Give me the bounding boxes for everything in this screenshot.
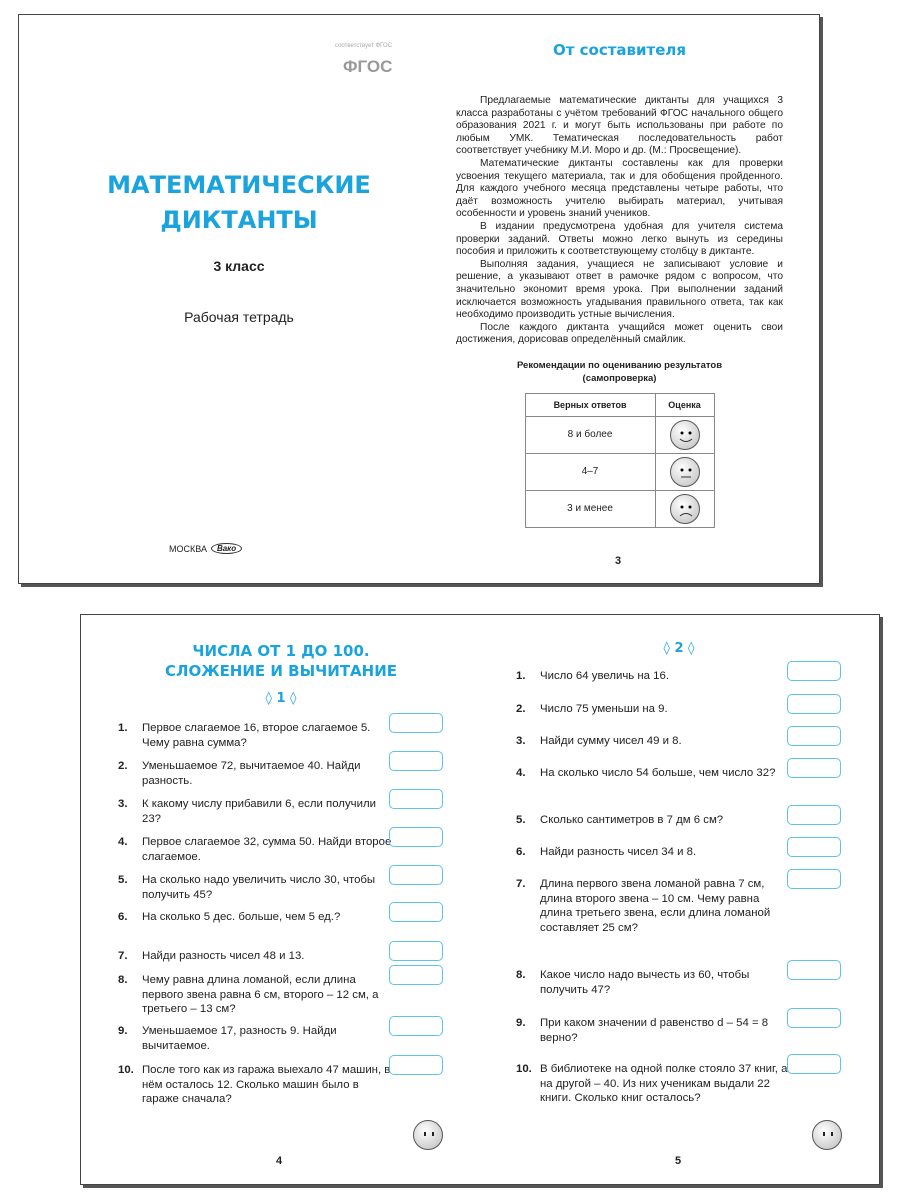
preface-column bbox=[456, 41, 783, 528]
answers-cell: 3 и менее bbox=[525, 490, 655, 527]
question-text: Число 64 увеличь на 16. bbox=[540, 670, 670, 682]
question-text: Число 75 уменьши на 9. bbox=[540, 703, 668, 715]
table-caption: Рекомендации по оцениванию результатов bbox=[516, 359, 723, 371]
cover-title-1: МАТЕМАТИЧЕСКИЕ bbox=[107, 171, 371, 199]
answer-box[interactable] bbox=[787, 661, 841, 681]
answers-cell: 8 и более bbox=[525, 416, 655, 453]
blank-smiley-icon[interactable] bbox=[812, 1120, 842, 1150]
paragraph: В издании предусмотрена удобная для учителя система проверки заданий. Ответы можно легко вынуть из середины пособия и приложить к соответствующему столбцу в диктанте. bbox=[456, 220, 783, 258]
question-item bbox=[118, 797, 398, 826]
question-text: Сколько сантиметров в 7 дм 6 см? bbox=[540, 814, 724, 826]
question-number: 10. bbox=[118, 1064, 134, 1076]
section-title-2: СЛОЖЕНИЕ И ВЫЧИТАНИЕ bbox=[164, 662, 398, 680]
table-row bbox=[525, 416, 714, 453]
col-header: Оценка bbox=[655, 393, 714, 416]
neutral-smiley-icon bbox=[670, 457, 700, 487]
fgos-logo: соответствует ФГОС ФГОС bbox=[335, 43, 393, 76]
preface-heading: От составителя bbox=[552, 41, 687, 59]
question-item bbox=[118, 835, 398, 864]
question-text: На сколько 5 дес. больше, чем 5 ед.? bbox=[142, 911, 341, 923]
paragraph: Математические диктанты составлены как для проверки усвоения текущего материала, так и для обобщения пройденного. Для каждого учебного месяца представлены четыре работы, что даёт возможность учителю выбирать материал, учитывая особенности и уровень знаний учеников. bbox=[456, 157, 783, 220]
question-item bbox=[516, 766, 796, 781]
question-number: 4. bbox=[118, 836, 128, 848]
question-number: 10. bbox=[516, 1063, 532, 1075]
publisher-logo: Вако bbox=[211, 543, 242, 554]
question-item bbox=[516, 702, 796, 717]
table-row bbox=[525, 453, 714, 490]
question-text: Найди сумму чисел 49 и 8. bbox=[540, 735, 682, 747]
answer-box[interactable] bbox=[389, 902, 443, 922]
question-text: Найди разность чисел 48 и 13. bbox=[142, 950, 305, 962]
question-number: 6. bbox=[118, 911, 128, 923]
question-number: 1. bbox=[516, 670, 526, 682]
section-title-1: ЧИСЛА ОТ 1 ДО 100. bbox=[192, 642, 370, 660]
answer-box[interactable] bbox=[389, 827, 443, 847]
question-text: Найди разность чисел 34 и 8. bbox=[540, 846, 697, 858]
answer-box[interactable] bbox=[787, 1054, 841, 1074]
answer-box[interactable] bbox=[389, 1016, 443, 1036]
question-text: После того как из гаража выехало 47 машин, в нём осталось 12. Сколько машин было в гараже сначала? bbox=[142, 1064, 391, 1105]
question-number: 9. bbox=[118, 1025, 128, 1037]
question-text: Первое слагаемое 32, сумма 50. Найди второе слагаемое. bbox=[142, 836, 392, 863]
answers-cell: 4–7 bbox=[525, 453, 655, 490]
question-number: 5. bbox=[516, 814, 526, 826]
answer-box[interactable] bbox=[787, 726, 841, 746]
question-text: Первое слагаемое 16, второе слагаемое 5. Чему равна сумма? bbox=[142, 722, 371, 749]
question-item bbox=[516, 845, 796, 860]
answer-box[interactable] bbox=[389, 941, 443, 961]
cover-spread bbox=[18, 14, 820, 584]
question-text: Уменьшаемое 72, вычитаемое 40. Найди разность. bbox=[142, 760, 361, 787]
col-header: Верных ответов bbox=[525, 393, 655, 416]
sad-smiley-icon bbox=[670, 494, 700, 524]
blank-smiley-icon[interactable] bbox=[413, 1120, 443, 1150]
answer-box[interactable] bbox=[787, 758, 841, 778]
question-item bbox=[516, 1016, 796, 1045]
question-text: На сколько надо увеличить число 30, чтобы получить 45? bbox=[142, 874, 376, 901]
answer-box[interactable] bbox=[389, 713, 443, 733]
table-row bbox=[525, 490, 714, 527]
question-item bbox=[118, 1024, 398, 1053]
question-number: 3. bbox=[516, 735, 526, 747]
page-number: 4 bbox=[276, 1155, 283, 1167]
answer-box[interactable] bbox=[787, 960, 841, 980]
paragraph: После каждого диктанта учащийся может оценить свои достижения, дорисовав определённый смайлик. bbox=[456, 321, 783, 346]
dictation-number: ◊ 2 ◊ bbox=[663, 641, 695, 656]
question-number: 2. bbox=[516, 703, 526, 715]
question-item bbox=[118, 721, 398, 750]
page-number: 5 bbox=[675, 1155, 682, 1167]
question-text: На сколько число 54 больше, чем число 32? bbox=[540, 767, 776, 779]
answer-box[interactable] bbox=[787, 869, 841, 889]
question-number: 1. bbox=[118, 722, 128, 734]
question-number: 8. bbox=[516, 969, 526, 981]
paragraph: Предлагаемые математические диктанты для учащихся 3 класса разработаны с учётом требований ФГОС начального общего образования 2021 г. и могут быть использованы при работе по любым УМК. Тематическая последовательность работ соответствует учебнику М.И. Моро и др. (М.: Просвещение). bbox=[456, 95, 783, 157]
question-item bbox=[516, 734, 796, 749]
question-number: 8. bbox=[118, 974, 128, 986]
question-item bbox=[118, 949, 398, 964]
question-item bbox=[118, 1063, 398, 1107]
question-number: 5. bbox=[118, 874, 128, 886]
question-number: 7. bbox=[118, 950, 128, 962]
grade: 3 класс bbox=[213, 258, 265, 274]
city: МОСКВА bbox=[169, 543, 207, 554]
happy-smiley-icon bbox=[670, 420, 700, 450]
table-caption-sub: (самопроверка) bbox=[582, 372, 657, 384]
answer-box[interactable] bbox=[787, 1008, 841, 1028]
cover-title-2: ДИКТАНТЫ bbox=[160, 206, 318, 234]
preface-text bbox=[456, 95, 783, 347]
answer-box[interactable] bbox=[389, 965, 443, 985]
question-number: 6. bbox=[516, 846, 526, 858]
question-text: Чему равна длина ломаной, если длина первого звена равна 6 см, второго – 12 см, а третьего – 13 см? bbox=[142, 974, 379, 1015]
question-item bbox=[516, 877, 796, 935]
question-number: 7. bbox=[516, 878, 526, 890]
question-number: 2. bbox=[118, 760, 128, 772]
dictation-number: ◊ 1 ◊ bbox=[265, 691, 297, 706]
answer-box[interactable] bbox=[389, 751, 443, 771]
question-text: В библиотеке на одной полке стояло 37 книг, а на другой – 40. Из них ученикам выдали 22 книги. Сколько книг осталось? bbox=[540, 1063, 788, 1104]
question-text: Длина первого звена ломаной равна 7 см, длина второго звена – 10 см. Чему равна длина третьего звена, если длина ломаной составляет 25 см? bbox=[540, 878, 771, 934]
question-item bbox=[516, 813, 796, 828]
question-number: 4. bbox=[516, 767, 526, 779]
page-number: 3 bbox=[615, 555, 622, 567]
question-text: Уменьшаемое 17, разность 9. Найди вычитаемое. bbox=[142, 1025, 337, 1052]
evaluation-table bbox=[525, 393, 715, 528]
question-item bbox=[118, 873, 398, 902]
question-text: При каком значении d равенство d – 54 = 8 верно? bbox=[540, 1017, 769, 1044]
question-number: 3. bbox=[118, 798, 128, 810]
answer-box[interactable] bbox=[787, 805, 841, 825]
question-item bbox=[516, 968, 796, 997]
question-item bbox=[516, 1062, 796, 1106]
paragraph: Выполняя задания, учащиеся не записывают условие и решение, а указывают ответ в рамочке рядом с вопросом, что значительно экономит время урока. При выполнении заданий исключается возможность угадывания правильного ответа, так как необходимо производить устные вычисления. bbox=[456, 258, 783, 321]
question-text: К какому числу прибавили 6, если получили 23? bbox=[142, 798, 376, 825]
worksheet-spread bbox=[80, 614, 880, 1185]
question-item bbox=[118, 759, 398, 788]
question-text: Какое число надо вычесть из 60, чтобы получить 47? bbox=[540, 969, 750, 996]
answer-box[interactable] bbox=[787, 837, 841, 857]
question-item bbox=[118, 910, 398, 925]
answer-box[interactable] bbox=[787, 694, 841, 714]
question-number: 9. bbox=[516, 1017, 526, 1029]
question-item bbox=[516, 669, 796, 684]
question-item bbox=[118, 973, 398, 1017]
answer-box[interactable] bbox=[389, 865, 443, 885]
answer-box[interactable] bbox=[389, 789, 443, 809]
answer-box[interactable] bbox=[389, 1055, 443, 1075]
subtitle: Рабочая тетрадь bbox=[184, 309, 294, 325]
